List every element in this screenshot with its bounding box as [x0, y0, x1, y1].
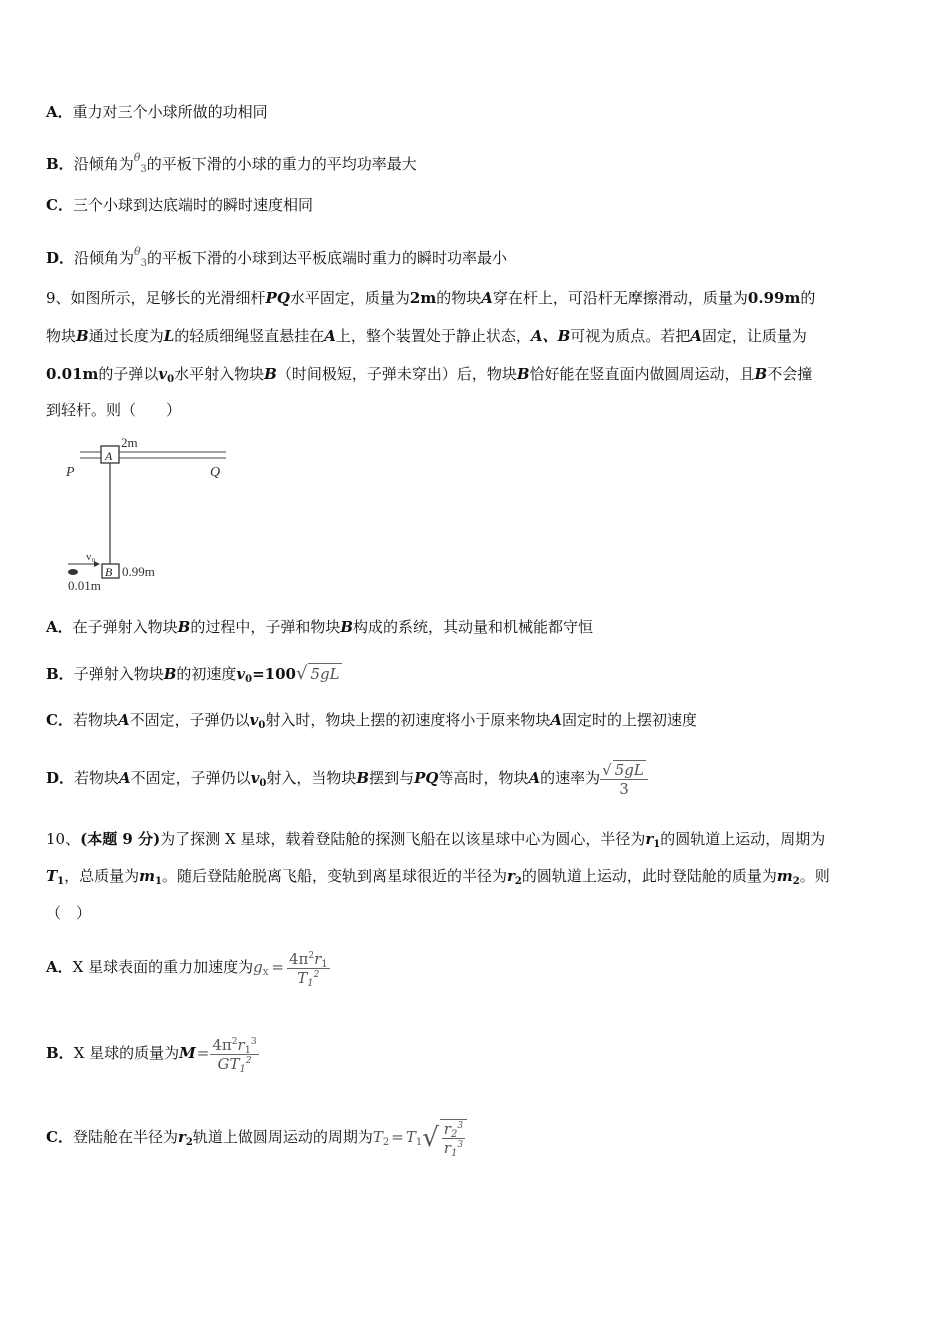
- option-text: 的平板下滑的小球到达平板底端时重力的瞬时功率最小: [147, 249, 508, 267]
- bullet-mass-label: 0.01m: [68, 578, 101, 593]
- theta-sub: 3: [140, 258, 148, 269]
- option-label: D．: [46, 769, 75, 787]
- text: 的圆轨道上运动，此时登陆舱的质量为: [521, 867, 777, 885]
- var: T: [405, 1128, 416, 1146]
- var: A: [550, 711, 562, 729]
- numerator: 5gL: [614, 761, 644, 779]
- var: v: [249, 711, 259, 729]
- text: 若物块: [74, 769, 120, 787]
- sub: 1: [155, 876, 162, 887]
- denominator: 3: [619, 780, 629, 798]
- var: A: [117, 711, 130, 729]
- option-text: 的平板下滑的小球的重力的平均功率最大: [146, 155, 417, 173]
- var: m: [139, 867, 156, 885]
- text: 。则: [799, 867, 830, 885]
- text: （时间极短，子弹未穿出）后，物块: [276, 365, 517, 383]
- sqrt-sign: √: [295, 663, 308, 684]
- var: B: [177, 618, 191, 636]
- q10-stem-line-2: [46, 866, 830, 886]
- var: A: [481, 289, 493, 307]
- var: A: [690, 327, 702, 345]
- var: B: [340, 618, 354, 636]
- q10-option-b: [46, 1022, 259, 1084]
- text: 上，整个装置处于静止状态，: [335, 327, 531, 345]
- text: 的: [800, 289, 816, 307]
- score-tag: (本题 9 分): [80, 830, 161, 848]
- text: 恰好能在竖直面内做圆周运动，且: [529, 365, 755, 383]
- denominator: T: [297, 968, 308, 987]
- block-b-label: B: [105, 565, 113, 579]
- sub: 2: [514, 876, 522, 887]
- var: B: [163, 665, 177, 683]
- q9-stem-line-1: [46, 288, 815, 308]
- sqrt-fraction: $\frac{r_2^3}{r_1^3}$: [440, 1119, 467, 1157]
- option-text: 沿倾角为: [74, 249, 135, 267]
- text: 为了探测 X 星球，载着登陆舱的探测飞船在以该星球中心为圆心，半径为: [160, 830, 646, 848]
- text: 若物块: [72, 711, 118, 729]
- var: r: [645, 830, 654, 848]
- text: 不固定，子弹仍以: [129, 711, 250, 729]
- text: 固定，让质量为: [701, 327, 807, 345]
- text: X 星球表面的重力加速度为: [72, 958, 254, 976]
- option-label: B．: [46, 665, 74, 683]
- fraction: $\frac{√ 5gL}{3}$: [600, 760, 648, 798]
- sub: 1: [653, 839, 661, 850]
- q9-figure: [60, 432, 240, 594]
- var: PQ: [414, 769, 439, 787]
- text: 摆到与: [369, 769, 415, 787]
- option-label: D．: [46, 249, 75, 267]
- option-label: B．: [46, 1044, 74, 1062]
- text: 轨道上做圆周运动的周期为: [192, 1128, 373, 1146]
- text: 在子弹射入物块: [72, 618, 178, 636]
- fraction: $\frac{4\pi^2r_1}{T_1^2}$: [288, 949, 328, 989]
- numerator: 4π: [212, 1035, 232, 1054]
- option-label: B．: [46, 155, 74, 173]
- q9-option-c: [46, 710, 697, 730]
- q10-option-a: [46, 942, 330, 992]
- text: 射入时，物块上摆的初速度将小于原来物块: [265, 711, 551, 729]
- text: 的物块: [436, 289, 482, 307]
- text: 不固定，子弹仍以: [130, 769, 251, 787]
- q9-option-b: [46, 663, 342, 684]
- text: 射入，当物块: [266, 769, 357, 787]
- text: 固定时的上摆初速度: [561, 711, 697, 729]
- option-label: A．: [46, 958, 73, 976]
- var: B: [356, 769, 370, 787]
- var: 0.01m: [46, 365, 99, 383]
- var: r: [507, 867, 515, 885]
- sub: 2: [792, 876, 800, 887]
- option-label: C．: [46, 196, 73, 214]
- text: 10、: [46, 830, 81, 848]
- sub: 2: [185, 1137, 193, 1148]
- q8-option-b: [46, 148, 417, 174]
- var: v: [236, 665, 246, 683]
- text: =100: [252, 665, 296, 683]
- option-label: C．: [46, 1128, 73, 1146]
- var: v: [250, 769, 260, 787]
- var: 2m: [409, 289, 437, 307]
- numerator: 4π: [288, 949, 309, 968]
- sub: 0: [245, 674, 253, 685]
- text: ，总质量为: [64, 867, 140, 885]
- var: r: [177, 1128, 186, 1146]
- q9-option-d: [46, 756, 648, 800]
- text: 可视为质点。若把: [570, 327, 691, 345]
- var: A: [528, 769, 541, 787]
- var: T: [46, 867, 58, 885]
- var: A、B: [530, 327, 571, 345]
- option-label: A．: [46, 618, 73, 636]
- text: 子弹射入物块: [73, 665, 164, 683]
- text: 构成的系统，其动量和机械能都守恒: [353, 618, 594, 636]
- text: 的初速度: [176, 665, 237, 683]
- mass-b-label: 0.99m: [122, 564, 155, 579]
- equals: =: [196, 1044, 210, 1062]
- text: X 星球的质量为: [73, 1044, 180, 1062]
- sub: 1: [415, 1137, 423, 1148]
- q8-option-d: [46, 242, 507, 268]
- var: B: [516, 365, 530, 383]
- q9-stem-line-2: [46, 326, 807, 346]
- theta-sub: 3: [140, 164, 147, 175]
- var: B: [754, 365, 768, 383]
- var: m: [776, 867, 793, 885]
- option-text: 重力对三个小球所做的功相同: [72, 103, 268, 121]
- text: 等高时，物块: [438, 769, 529, 787]
- block-a-label: A: [105, 449, 113, 463]
- sub: 0: [259, 778, 267, 789]
- var: A: [324, 327, 336, 345]
- option-text: 三个小球到达底端时的瞬时速度相同: [72, 196, 313, 214]
- var: A: [119, 769, 131, 787]
- option-text: 沿倾角为: [73, 155, 134, 173]
- q9-option-a: [46, 617, 593, 637]
- q-label: Q: [210, 465, 221, 480]
- var: PQ: [265, 289, 290, 307]
- q10-option-c: C．登陆舱在半径为$r_2$轨道上做圆周运动的周期为$T_2 = T_1√$ $\frac{r_2^3}{r_1^3}$: [46, 1108, 467, 1167]
- text: 水平射入物块: [174, 365, 265, 383]
- text: 9、如图所示，足够长的光滑细杆: [46, 289, 266, 307]
- q9-stem-line-4: 到轻杆。则（ ）: [46, 401, 182, 419]
- text: 物块: [46, 327, 77, 345]
- text: 的子弹以: [98, 365, 159, 383]
- var: B: [76, 327, 89, 345]
- text: 水平固定，质量为: [289, 289, 410, 307]
- radicand: 5gL: [310, 665, 340, 683]
- q8-option-a: [46, 102, 268, 122]
- denominator: GT: [217, 1054, 240, 1073]
- var: B: [264, 365, 277, 383]
- text: 穿在杆上，可沿杆无摩擦滑动，质量为: [492, 289, 748, 307]
- var: T: [372, 1128, 383, 1146]
- v0-label: v₀: [86, 551, 96, 563]
- option-label: A．: [46, 103, 73, 121]
- p-label: P: [66, 465, 75, 480]
- text: 的圆轨道上运动，周期为: [660, 830, 826, 848]
- fraction: $\frac{4\pi^2r_1^3}{GT_1^2}$: [212, 1035, 257, 1075]
- mass-a-label: 2m: [121, 435, 138, 450]
- var: 0.99m: [747, 289, 801, 307]
- q10-stem-line-3: （ ）: [46, 904, 92, 922]
- sub: 1: [57, 876, 65, 887]
- text: 的过程中，子弹和物块: [190, 618, 341, 636]
- q9-stem-line-3: [46, 364, 812, 384]
- text: 。随后登陆舱脱离飞船，变轨到离星球很近的半径为: [162, 867, 508, 885]
- text: 不会撞: [767, 365, 813, 383]
- q10-stem-line-1: [46, 829, 825, 849]
- var: g: [253, 958, 263, 976]
- sub: 2: [382, 1137, 390, 1148]
- theta-symbol: θ: [134, 245, 141, 258]
- q8-option-c: [46, 195, 313, 215]
- var: v: [158, 365, 168, 383]
- text: 的轻质细绳竖直悬挂在: [174, 327, 325, 345]
- equals: =: [391, 1128, 404, 1146]
- sub: 0: [258, 720, 266, 731]
- sub: 0: [167, 374, 175, 385]
- theta-symbol: θ: [133, 151, 141, 164]
- text: 登陆舱在半径为: [72, 1128, 178, 1146]
- var: M: [179, 1044, 196, 1062]
- bullet: [68, 569, 78, 575]
- option-label: C．: [46, 711, 73, 729]
- text: 通过长度为: [88, 327, 164, 345]
- var: L: [163, 327, 175, 345]
- text: 的速率为: [540, 769, 601, 787]
- sub: X: [262, 968, 269, 977]
- equals: =: [271, 958, 284, 976]
